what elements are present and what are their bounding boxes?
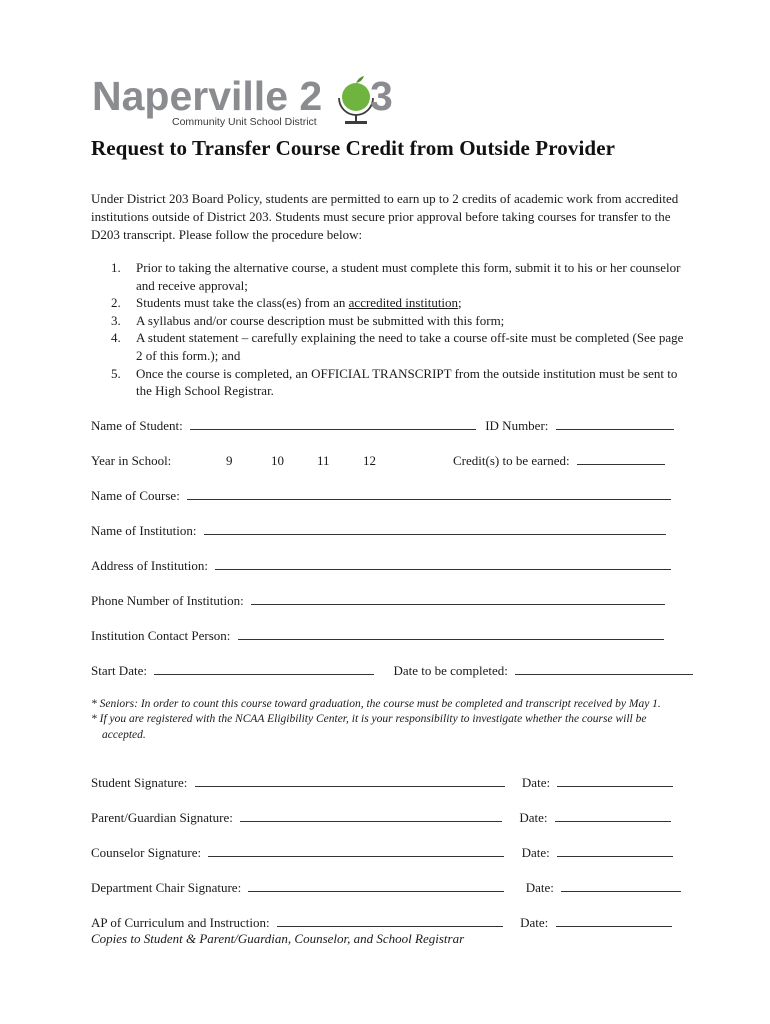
institution-phone-label: Phone Number of Institution: [91,593,244,608]
counselor-signature-label: Counselor Signature: [91,845,202,860]
step-number: 5. [111,365,121,381]
ap-curriculum-signature-field[interactable] [277,915,503,927]
credits-group [453,453,665,469]
apple-globe-icon [339,76,373,124]
copies-distribution-note: Copies to Student & Parent/Guardian, Counselor, and School Registrar [91,931,465,946]
ap-curriculum-signature-label: AP of Curriculum and Instruction: [91,915,270,930]
ap-curriculum-signature-date-field[interactable] [556,915,672,927]
grade-option-12[interactable]: 12 [363,453,376,468]
institution-name-row [91,523,686,539]
institution-phone-field[interactable] [251,593,665,605]
step-text: Students must take the class(es) from an [136,295,349,311]
step-text-end: ; [458,295,462,311]
parent-signature-field[interactable] [240,810,502,822]
ncaa-note: * If you are registered with the NCAA Eligibility Center, it is your responsibility to investigate whether the course will be accepted. [91,713,647,741]
dates-row [91,663,686,679]
counselor-signature-field[interactable] [208,845,504,857]
counselor-signature-row [91,845,686,861]
parent-signature-date-field[interactable] [555,810,671,822]
ap-curriculum-signature-date-label: Date: [520,915,549,930]
step-number: 2. [111,295,121,311]
step-text: A student statement – carefully explaining the need to take a course off-site must be completed (See page 2 of this form.); and [136,330,684,363]
institution-name-label: Name of Institution: [91,523,197,538]
department-chair-signature-field[interactable] [248,880,504,892]
counselor-signature-date-label: Date: [521,845,550,860]
page-title: Request to Transfer Course Credit from Outside Provider [91,136,616,160]
credits-field[interactable] [577,453,665,465]
accredited-institution-link[interactable]: accredited institution [348,295,459,311]
institution-contact-row [91,628,686,644]
department-chair-signature-row [91,880,686,896]
id-number-label: ID Number: [485,418,549,433]
student-signature-field[interactable] [195,775,505,787]
logo-subtitle: Community Unit School District [172,116,317,128]
list-item [111,312,686,330]
department-chair-signature-date-field[interactable] [561,880,681,892]
department-chair-signature-date-label: Date: [525,880,554,895]
department-chair-signature-label: Department Chair Signature: [91,880,242,895]
institution-phone-row [91,593,686,609]
course-name-row [91,488,686,504]
parent-signature-row [91,810,686,826]
student-name-field[interactable] [190,418,476,430]
institution-contact-field[interactable] [238,628,664,640]
student-signature-date-label: Date: [521,775,551,790]
course-name-label: Name of Course: [91,488,180,503]
credits-label: Credit(s) to be earned: [453,453,570,468]
list-item [111,365,686,400]
step-number: 1. [111,260,121,275]
grade-option-11[interactable]: 11 [317,453,330,468]
institution-contact-label: Institution Contact Person: [91,628,231,643]
seniors-note: * Seniors: In order to count this course toward graduation, the course must be completed and transcript received by May 1. [91,698,661,710]
parent-signature-label: Parent/Guardian Signature: [91,810,233,825]
student-signature-date-field[interactable] [557,775,673,787]
list-item [111,294,686,312]
institution-address-field[interactable] [215,558,671,570]
list-item [111,329,686,364]
completion-date-label: Date to be completed: [393,663,508,678]
institution-address-row [91,558,686,574]
procedure-list [111,259,686,400]
counselor-signature-date-field[interactable] [557,845,673,857]
step-text: Prior to taking the alternative course, a student must complete this form, submit it to his or her counselor and receive approval; [136,260,681,293]
course-name-field[interactable] [187,488,671,500]
student-name-row [91,418,686,434]
step-number: 4. [111,330,121,346]
intro-paragraph: Under District 203 Board Policy, students are permitted to earn up to 2 credits of academic work from accredited institutions outside of District 203. Students must secure prior approval before taking courses for transfer to the D203 transcript. Please follow the procedure below: [91,191,679,242]
student-name-label: Name of Student: [91,418,183,433]
step-text: Once the course is completed, an OFFICIAL TRANSCRIPT from the outside institution must be sent to the High School Registrar. [136,365,678,399]
student-signature-label: Student Signature: [91,775,188,790]
naperville-203-logo [92,72,402,130]
notes-section [91,697,681,743]
completion-date-field[interactable] [515,663,693,675]
list-item [111,259,686,294]
student-signature-row [91,775,686,791]
step-number: 3. [111,312,121,328]
year-in-school-row [91,453,686,469]
step-text: A syllabus and/or course description must be submitted with this form; [136,312,505,328]
grade-option-9[interactable]: 9 [226,453,233,468]
start-date-field[interactable] [154,663,374,675]
grade-option-10[interactable]: 10 [271,453,284,468]
logo-wordmark: Naperville 2 [92,73,323,119]
logo-wordmark-3: 3 [370,73,393,119]
id-number-field[interactable] [556,418,674,430]
parent-signature-date-label: Date: [519,810,548,825]
ap-curriculum-signature-row [91,915,686,931]
institution-address-label: Address of Institution: [91,558,208,573]
institution-name-field[interactable] [204,523,666,535]
year-in-school-label: Year in School: [91,453,172,468]
start-date-label: Start Date: [91,663,147,678]
